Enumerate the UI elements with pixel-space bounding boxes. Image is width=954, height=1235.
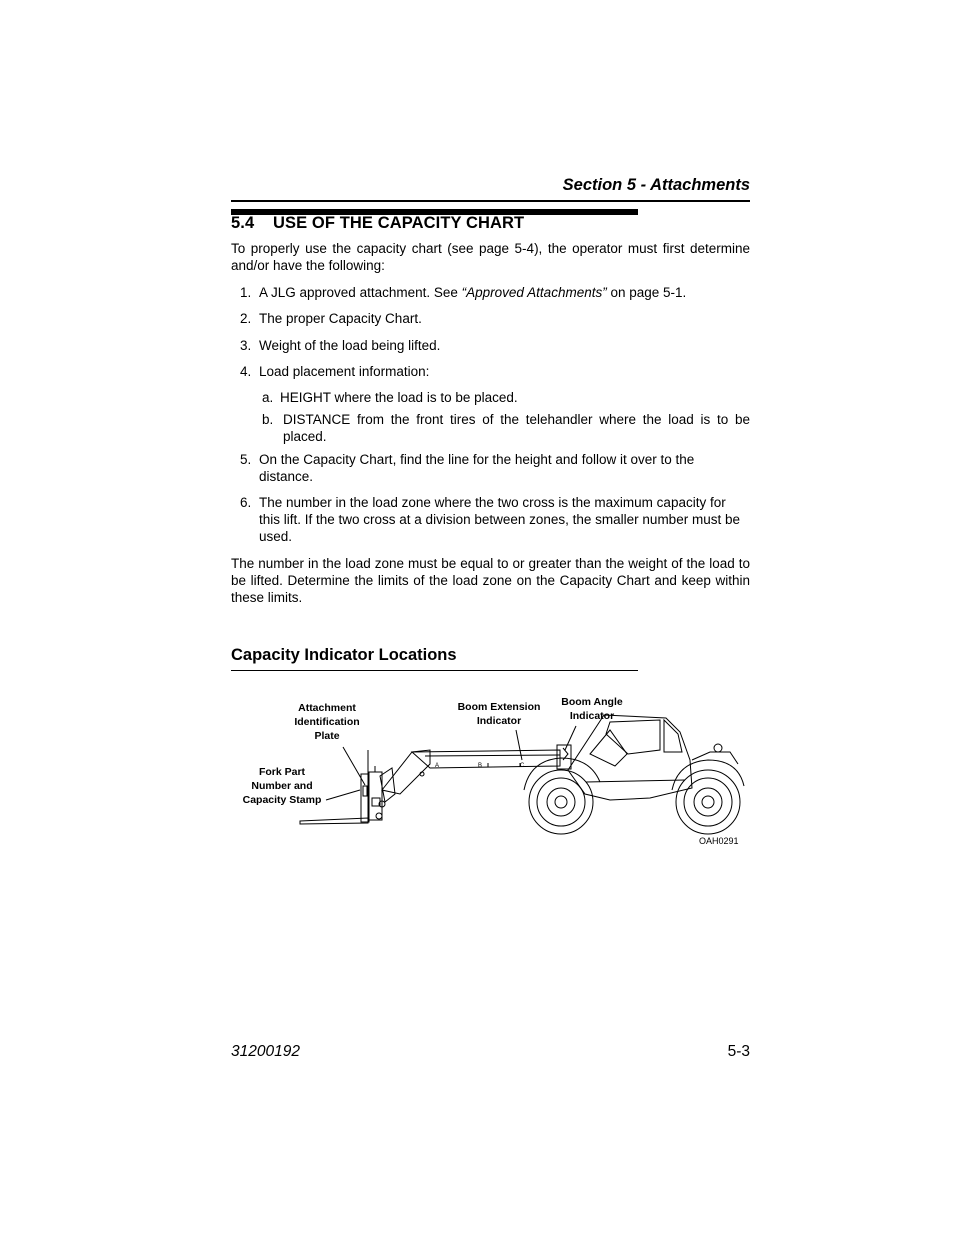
front-tire bbox=[529, 770, 593, 834]
rear-tire bbox=[676, 770, 740, 834]
label-fork-part: Fork Part Number and Capacity Stamp bbox=[242, 766, 322, 806]
header-rule bbox=[231, 200, 750, 202]
doc-number: 31200192 bbox=[231, 1043, 300, 1060]
sublist-item: a. HEIGHT where the load is to be placed. bbox=[262, 390, 518, 405]
list-item: 3. Weight of the load being lifted. bbox=[240, 338, 441, 353]
boom-mark-c: C bbox=[520, 763, 525, 769]
subsection-title: Capacity Indicator Locations bbox=[231, 646, 457, 664]
page-number: 5-3 bbox=[727, 1043, 750, 1060]
section-number: 5.4 bbox=[231, 214, 255, 232]
boom-mark-a: A bbox=[435, 763, 440, 769]
figure-id: OAH0291 bbox=[699, 836, 739, 846]
label-boom-extension: Boom Extension Indicator bbox=[457, 701, 541, 727]
leader-line bbox=[343, 747, 365, 785]
sublist-item: b. DISTANCE from the front tires of the telehandler where the load is to be placed. bbox=[262, 412, 750, 444]
list-item: 5. On the Capacity Chart, find the line for the height and follow it over to the distance. bbox=[240, 452, 695, 484]
subsection-rule bbox=[231, 670, 638, 671]
intro-paragraph: To properly use the capacity chart (see page 5-4), the operator must first determine and/or have the following: bbox=[231, 241, 750, 273]
section-heading bbox=[231, 214, 524, 233]
list-item: 6. The number in the load zone where the two cross is the maximum capacity for this lift. If the two cross at a division between zones, the smaller number must be used. bbox=[240, 495, 740, 544]
section-header: Section 5 - Attachments bbox=[562, 176, 750, 194]
list-item: 1. A JLG approved attachment. See “Approved Attachments” on page 5-1. bbox=[240, 285, 687, 300]
section-title: USE OF THE CAPACITY CHART bbox=[273, 214, 525, 232]
cab bbox=[568, 715, 692, 800]
fork-tine bbox=[300, 818, 368, 824]
label-boom-angle: Boom Angle Indicator bbox=[561, 696, 623, 722]
boom-mark-b: B bbox=[478, 763, 483, 769]
list-item: 2. The proper Capacity Chart. bbox=[240, 311, 422, 326]
list-item: 4. Load placement information: bbox=[240, 364, 430, 379]
label-attachment-plate: Attachment Identification Plate bbox=[294, 702, 360, 742]
closing-paragraph: The number in the load zone must be equal to or greater than the weight of the load to be lifted. Determine the limits of the load zone on the Capacity Chart and keep within these limits. bbox=[231, 556, 750, 605]
